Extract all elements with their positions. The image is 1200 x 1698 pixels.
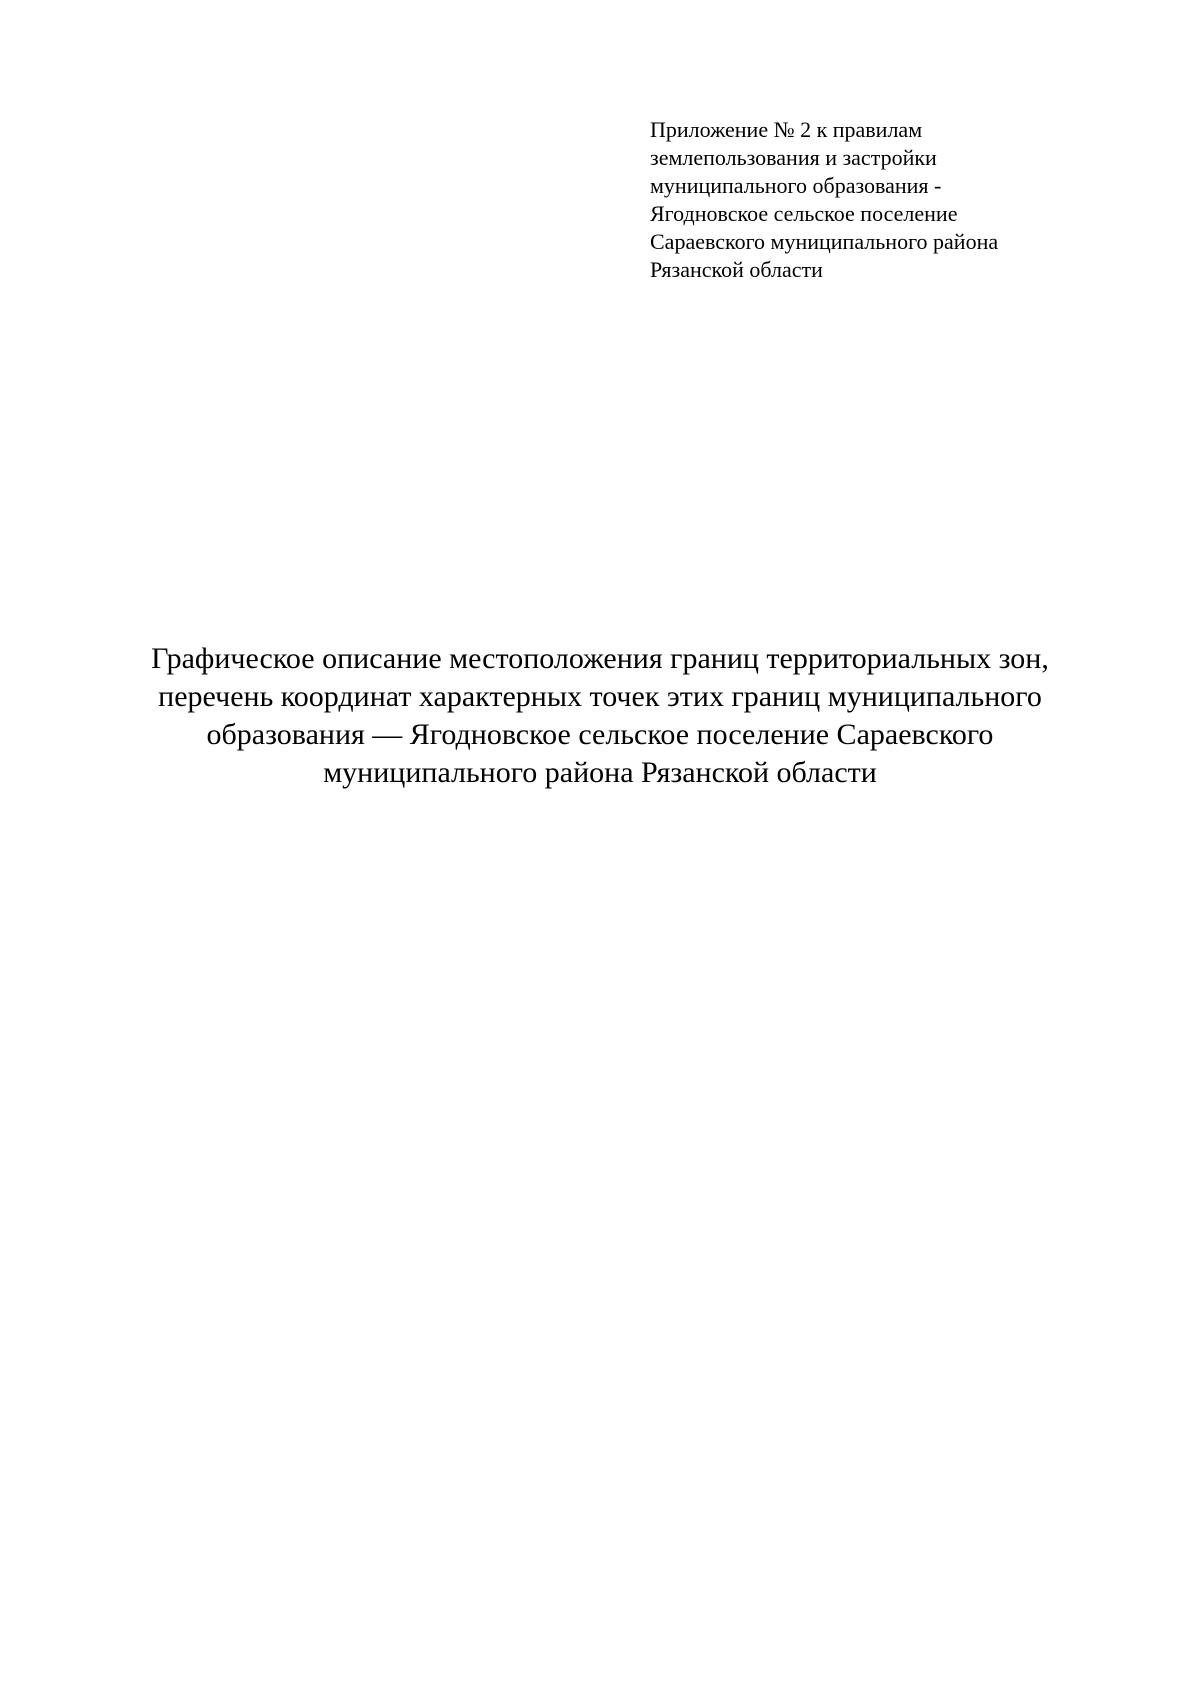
appendix-note-line: Рязанской области [650, 257, 823, 282]
document-title-line: Графическое описание местоположения границ территориальных зон, [151, 642, 1049, 675]
appendix-note-line: муниципального образования - [650, 173, 942, 198]
appendix-note [650, 116, 1110, 284]
appendix-note-line: Приложение № 2 к правилам [650, 117, 923, 142]
appendix-note-line: Ягодновское сельское поселение [650, 201, 958, 226]
document-title [100, 640, 1100, 792]
appendix-note-line: Сараевского муниципального района [650, 229, 999, 254]
document-title-line: перечень координат характерных точек этих границ муниципального [158, 680, 1042, 713]
document-title-line: образования — Ягодновское сельское поселение Сараевского [206, 718, 994, 751]
appendix-note-line: землепользования и застройки [650, 145, 937, 170]
document-title-line: муниципального района Рязанской области [323, 756, 877, 789]
